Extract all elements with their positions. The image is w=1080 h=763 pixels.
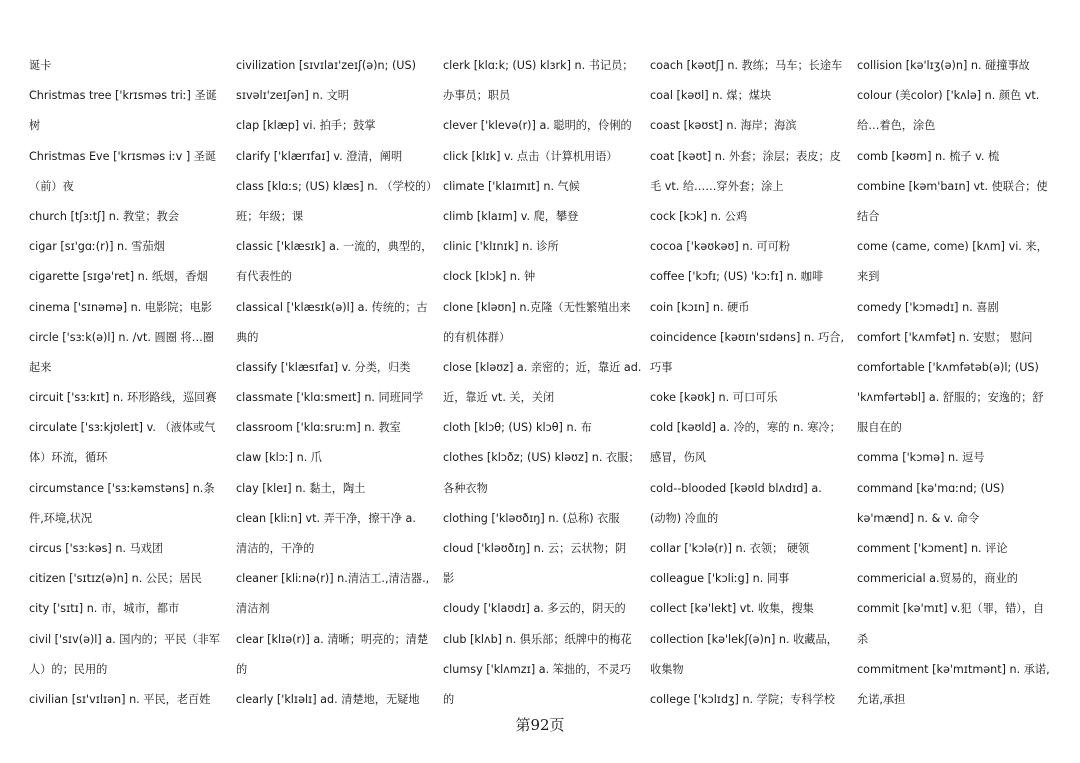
vocabulary-line: clone [kləʊn] n.克隆（无性繁殖出来 [443, 300, 631, 314]
vocabulary-line: colleague ['kɔliːg] n. 同事 [650, 572, 790, 586]
vocabulary-line: 毛 vt. 给……穿外套；涂上 [650, 179, 784, 193]
vocabulary-line: sɪvəlɪ'zeɪʃən] n. 文明 [236, 89, 349, 103]
vocabulary-line: clothing ['kləʊðɪŋ] n. (总称) 衣服 [443, 511, 620, 525]
vocabulary-column-1 [29, 51, 233, 715]
vocabulary-line: 班；年级；课 [236, 209, 304, 223]
vocabulary-line: comfort ['kʌmfət] n. 安慰； 慰问 [857, 330, 1033, 344]
vocabulary-line: 的 [236, 662, 248, 676]
vocabulary-line: cinema ['sɪnəmə] n. 电影院；电影 [29, 300, 212, 314]
vocabulary-line: claw [klɔː] n. 爪 [236, 451, 322, 465]
vocabulary-line: cock [kɔk] n. 公鸡 [650, 209, 748, 223]
vocabulary-line: 'kʌmfərtəbl] a. 舒服的；安逸的；舒 [857, 391, 1044, 405]
vocabulary-line: come (came, come) [kʌm] vi. 来， [857, 240, 1048, 254]
vocabulary-line: command [kə'mɑːnd; (US) [857, 481, 1005, 495]
vocabulary-line: circus ['sɜːkəs] n. 马戏团 [29, 542, 164, 555]
vocabulary-line: commericial a.贸易的，商业的 [857, 572, 1018, 586]
vocabulary-line: (动物) 冷血的 [650, 511, 719, 525]
vocabulary-line: Christmas tree ['krɪsməs triː] 圣诞 [29, 89, 217, 103]
vocabulary-line: clinic ['klɪnɪk] n. 诊所 [443, 240, 559, 254]
vocabulary-line: collision [kə'lɪʒ(ə)n] n. 碰撞事故 [857, 59, 1030, 72]
vocabulary-line: cold--blooded [kəʊld blʌdɪd] a. [650, 481, 822, 495]
vocabulary-line: coast [kəʊst] n. 海岸；海滨 [650, 119, 797, 133]
vocabulary-column-5 [857, 51, 1061, 715]
vocabulary-line: clay [kleɪ] n. 黏土，陶土 [236, 481, 366, 495]
vocabulary-line: cold [kəʊld] a. 冷的，寒的 n. 寒冷； [650, 421, 841, 435]
vocabulary-line: coin [kɔɪn] n. 硬币 [650, 300, 750, 314]
vocabulary-line: cloth [klɔθ; (US) klɔθ] n. 布 [443, 421, 592, 435]
vocabulary-line: commit [kə'mɪt] v.犯（罪，错），自 [857, 602, 1045, 616]
vocabulary-line: collar ['kɔlə(r)] n. 衣领； 硬领 [650, 542, 810, 555]
vocabulary-line: comma ['kɔmə] n. 逗号 [857, 451, 985, 465]
vocabulary-line: 有代表性的 [236, 270, 292, 284]
vocabulary-line: 人）的；民用的 [29, 662, 108, 676]
vocabulary-line: climate ['klaɪmɪt] n. 气候 [443, 179, 580, 193]
vocabulary-line: 诞卡 [29, 59, 52, 72]
vocabulary-line: clever ['klevə(r)] a. 聪明的，伶俐的 [443, 119, 632, 133]
vocabulary-line: 清洁剂 [236, 602, 270, 616]
vocabulary-line: college ['kɔlɪdʒ] n. 学院；专科学校 [650, 692, 835, 706]
vocabulary-line: kə'mænd] n. & v. 命令 [857, 511, 980, 525]
vocabulary-line: cigarette [sɪgə'ret] n. 纸烟，香烟 [29, 270, 208, 284]
vocabulary-line: civilization [sɪvɪlaɪ'zeɪʃ(ə)n; (US) [236, 59, 416, 72]
vocabulary-line: 收集物 [650, 662, 684, 676]
vocabulary-line: 树 [29, 119, 41, 133]
vocabulary-line: church [tʃɜːtʃ] n. 教堂；教会 [29, 209, 179, 223]
vocabulary-line: clerk [klɑːk; (US) klɜrk] n. 书记员； [443, 59, 634, 72]
vocabulary-line: citizen ['sɪtɪz(ə)n] n. 公民；居民 [29, 572, 202, 586]
vocabulary-line: cigar [sɪ'gɑː(r)] n. 雪茄烟 [29, 240, 165, 254]
vocabulary-line: circumstance ['sɜːkəmstəns] n.条 [29, 481, 215, 495]
vocabulary-line: clear [klɪə(r)] a. 清晰；明亮的；清楚 [236, 632, 429, 646]
vocabulary-line: cocoa ['kəʊkəʊ] n. 可可粉 [650, 240, 791, 254]
vocabulary-line: coat [kəʊt] n. 外套；涂层；表皮；皮 [650, 149, 841, 163]
vocabulary-line: clap [klæp] vi. 拍手；鼓掌 [236, 119, 376, 133]
vocabulary-line: 杀 [857, 632, 869, 646]
vocabulary-line: clean [kliːn] vt. 弄干净，擦干净 a. [236, 511, 416, 525]
vocabulary-line: classic ['klæsɪk] a. 一流的，典型的， [236, 240, 433, 254]
vocabulary-line: 近，靠近 vt. 关，关闭 [443, 391, 555, 405]
vocabulary-line: click [klɪk] v. 点击（计算机用语） [443, 149, 618, 163]
vocabulary-line: 各种衣物 [443, 481, 488, 495]
vocabulary-line: circle ['sɜːk(ə)l] n. /vt. 圆圈 将…圈 [29, 330, 215, 344]
vocabulary-line: coach [kəʊtʃ] n. 教练；马车；长途车 [650, 59, 843, 72]
vocabulary-column-3 [443, 51, 647, 715]
vocabulary-line: cloudy ['klaʊdɪ] a. 多云的，阴天的 [443, 602, 626, 616]
vocabulary-line: 影 [443, 572, 455, 586]
vocabulary-line: cleaner [kliːnə(r)] n.清洁工.,清洁器., [236, 572, 430, 586]
vocabulary-line: 巧事 [650, 360, 673, 374]
vocabulary-line: classmate ['klɑːsmeɪt] n. 同班同学 [236, 391, 424, 405]
vocabulary-line: coal [kəʊl] n. 煤；煤块 [650, 89, 772, 103]
vocabulary-line: civilian [sɪ'vɪlɪən] n. 平民，老百姓 [29, 692, 211, 706]
vocabulary-line: 起来 [29, 360, 52, 374]
vocabulary-line: class [klɑːs; (US) klæs] n. （学校的） [236, 179, 438, 193]
vocabulary-line: 体）环流，循环 [29, 451, 108, 465]
vocabulary-line: comb [kəʊm] n. 梳子 v. 梳 [857, 149, 1000, 163]
vocabulary-line: 件,环境,状况 [29, 511, 93, 525]
vocabulary-line: coke [kəʊk] n. 可口可乐 [650, 391, 778, 405]
vocabulary-line: circuit ['sɜːkɪt] n. 环形路线，巡回赛 [29, 391, 217, 405]
vocabulary-line: 结合 [857, 209, 880, 223]
vocabulary-line: 允诺,承担 [857, 692, 906, 706]
vocabulary-column-4 [650, 51, 854, 715]
vocabulary-line: 给…着色，涂色 [857, 119, 936, 133]
vocabulary-line: （前）夜 [29, 179, 74, 193]
vocabulary-line: classroom ['klɑːsruːm] n. 教室 [236, 421, 401, 435]
vocabulary-line: collection [kə'lekʃ(ə)n] n. 收藏品， [650, 632, 838, 646]
vocabulary-line: climb [klaɪm] v. 爬，攀登 [443, 209, 579, 223]
vocabulary-line: 办事员；职员 [443, 89, 511, 103]
vocabulary-line: 服自在的 [857, 421, 902, 435]
vocabulary-line: club [klʌb] n. 俱乐部；纸牌中的梅花 [443, 632, 632, 646]
vocabulary-line: colour (美color) ['kʌlə] n. 颜色 vt. [857, 89, 1040, 103]
vocabulary-line: 的 [443, 692, 455, 706]
vocabulary-line: clarify ['klærɪfaɪ] v. 澄清，阐明 [236, 149, 403, 163]
vocabulary-line: commitment [kə'mɪtmənt] n. 承诺, [857, 662, 1050, 676]
vocabulary-line: 来到 [857, 270, 880, 284]
vocabulary-line: comment ['kɔment] n. 评论 [857, 542, 1008, 555]
vocabulary-line: clock [klɔk] n. 钟 [443, 270, 536, 284]
vocabulary-line: comfortable ['kʌmfətəb(ə)l; (US) [857, 360, 1039, 374]
vocabulary-line: coincidence [kəʊɪn'sɪdəns] n. 巧合, [650, 330, 845, 344]
vocabulary-line: combine [kəm'baɪn] vt. 使联合；使 [857, 179, 1048, 193]
vocabulary-line: coffee ['kɔfɪ; (US) 'kɔːfɪ] n. 咖啡 [650, 270, 824, 284]
vocabulary-column-2 [236, 51, 440, 715]
vocabulary-line: 的有机体群） [443, 330, 511, 344]
vocabulary-line: 感冒，伤风 [650, 451, 706, 465]
vocabulary-line: city ['sɪtɪ] n. 市，城市，都市 [29, 602, 180, 616]
vocabulary-line: 典的 [236, 330, 259, 344]
vocabulary-line: 清洁的，干净的 [236, 542, 315, 555]
vocabulary-line: circulate ['sɜːkjʊleɪt] v. （液体或气 [29, 421, 216, 435]
vocabulary-line: clumsy ['klʌmzɪ] a. 笨拙的，不灵巧 [443, 662, 632, 676]
vocabulary-line: civil ['sɪv(ə)l] a. 国内的；平民（非军 [29, 632, 220, 646]
vocabulary-line: comedy ['kɔmədɪ] n. 喜剧 [857, 300, 999, 314]
vocabulary-line: cloud ['kləʊðɪŋ] n. 云；云状物；阴 [443, 542, 627, 555]
vocabulary-line: clothes [klɔðz; (US) kləʊz] n. 衣服； [443, 451, 640, 465]
vocabulary-line: Christmas Eve ['krɪsməs iːv ] 圣诞 [29, 149, 217, 163]
vocabulary-line: collect [kə'lekt] vt. 收集，搜集 [650, 602, 814, 616]
vocabulary-line: clearly ['klɪəlɪ] ad. 清楚地，无疑地 [236, 692, 420, 706]
vocabulary-line: classical ['klæsɪk(ə)l] a. 传统的；古 [236, 300, 428, 314]
vocabulary-line: close [kləʊz] a. 亲密的；近，靠近 ad. [443, 360, 642, 374]
vocabulary-line: classify ['klæsɪfaɪ] v. 分类，归类 [236, 360, 411, 374]
page-number: 第92页 [515, 716, 565, 734]
